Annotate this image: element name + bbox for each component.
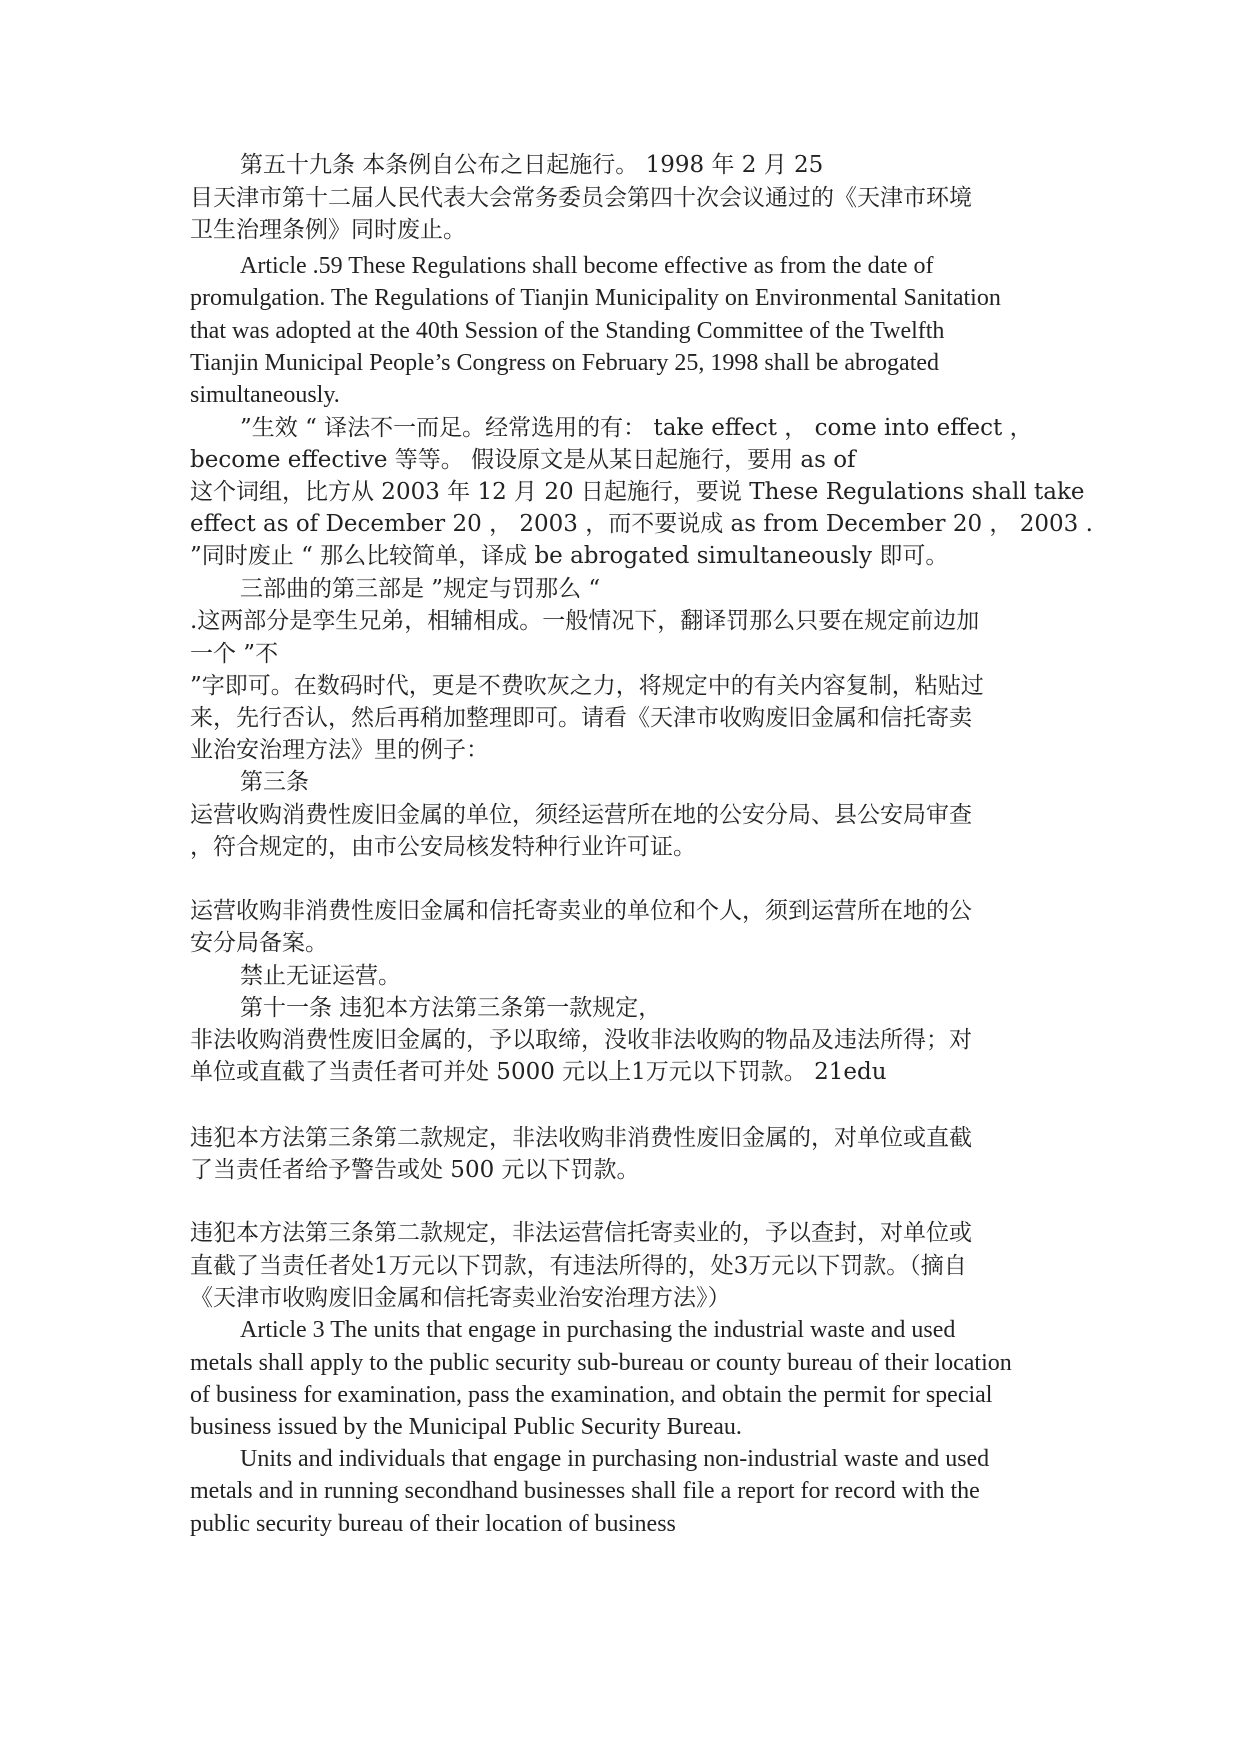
- text-line: 《天津市收购废旧金属和信托寄卖业治安治理方法》）: [190, 1285, 731, 1311]
- text-line: 运营收购消费性废旧金属的单位，须经运营所在地的公安分局、县公安局审查: [190, 802, 972, 828]
- text-line: Units and individuals that engage in purchasing non-industrial waste and used: [240, 1446, 990, 1472]
- text-line: 直截了当责任者处1万元以下罚款，有违法所得的，处3万元以下罚款。（摘自: [190, 1253, 967, 1279]
- text-line: promulgation. The Regulations of Tianjin Municipality on Environmental Sanitation: [190, 285, 1001, 311]
- text-line: effect as of December 20 ， 2003 ，而不要说成 as from December 20 ， 2003 .: [190, 511, 1093, 537]
- text-line: Article 3 The units that engage in purchasing the industrial waste and used: [240, 1317, 956, 1343]
- text-line: Tianjin Municipal People’s Congress on February 25, 1998 shall be abrogated: [190, 350, 940, 376]
- text-line: 目天津市第十二届人民代表大会常务委员会第四十次会议通过的《天津市环境: [190, 185, 972, 211]
- text-line: 第三条: [240, 769, 309, 795]
- text-line: Article .59 These Regulations shall become effective as from the date of: [240, 253, 934, 279]
- text-line: become effective 等等。 假设原文是从某日起施行，要用 as of: [190, 447, 856, 473]
- text-line: 第五十九条 本条例自公布之日起施行。 1998 年 2 月 25: [240, 152, 824, 178]
- text-line: 卫生治理条例》同时废止。: [190, 217, 466, 243]
- text-line: .这两部分是孪生兄弟，相辅相成。一般情况下，翻译罚那么只要在规定前边加: [190, 608, 980, 634]
- text-line: 非法收购消费性废旧金属的，予以取缔，没收非法收购的物品及违法所得；对: [190, 1027, 972, 1053]
- text-line: ，符合规定的，由市公安局核发特种行业许可证。: [190, 834, 696, 860]
- text-line: 第十一条 违犯本方法第三条第一款规定，: [240, 995, 662, 1021]
- text-line: 运营收购非消费性废旧金属和信托寄卖业的单位和个人，须到运营所在地的公: [190, 898, 972, 924]
- text-line: public security bureau of their location of business: [190, 1511, 676, 1537]
- text-line: ”字即可。在数码时代，更是不费吹灰之力，将规定中的有关内容复制，粘贴过: [190, 673, 984, 699]
- text-line: 业治安治理方法》里的例子：: [190, 737, 489, 763]
- text-line: of business for examination, pass the examination, and obtain the permit for special: [190, 1382, 993, 1408]
- text-line: metals and in running secondhand businesses shall file a report for record with the: [190, 1478, 980, 1504]
- text-line: 来，先行否认，然后再稍加整理即可。请看《天津市收购废旧金属和信托寄卖: [190, 705, 972, 731]
- text-line: business issued by the Municipal Public Security Bureau.: [190, 1414, 742, 1440]
- text-line: ”同时废止 “ 那么比较简单，译成 be abrogated simultaneously 即可。: [190, 543, 949, 569]
- text-line: 禁止无证运营。: [240, 963, 401, 989]
- text-line: simultaneously.: [190, 382, 340, 408]
- text-line: 这个词组，比方从 2003 年 12 月 20 日起施行，要说 These Regulations shall take: [190, 479, 1085, 505]
- text-line: ”生效 “ 译法不一而足。经常选用的有： take effect ， come into effect ，: [240, 415, 1033, 441]
- text-line: metals shall apply to the public security sub-bureau or county bureau of their location: [190, 1350, 1012, 1376]
- text-line: 单位或直截了当责任者可并处 5000 元以上1万元以下罚款。 21edu: [190, 1059, 887, 1085]
- text-line: 违犯本方法第三条第二款规定，非法收购非消费性废旧金属的，对单位或直截: [190, 1125, 972, 1151]
- text-line: 了当责任者给予警告或处 500 元以下罚款。: [190, 1157, 640, 1183]
- text-line: that was adopted at the 40th Session of the Standing Committee of the Twelfth: [190, 318, 945, 344]
- text-line: 三部曲的第三部是 ”规定与罚那么 “: [240, 576, 601, 602]
- text-line: 违犯本方法第三条第二款规定，非法运营信托寄卖业的，予以查封，对单位或: [190, 1220, 972, 1246]
- text-line: 安分局备案。: [190, 930, 328, 956]
- text-line: 一个 ”不: [190, 641, 279, 667]
